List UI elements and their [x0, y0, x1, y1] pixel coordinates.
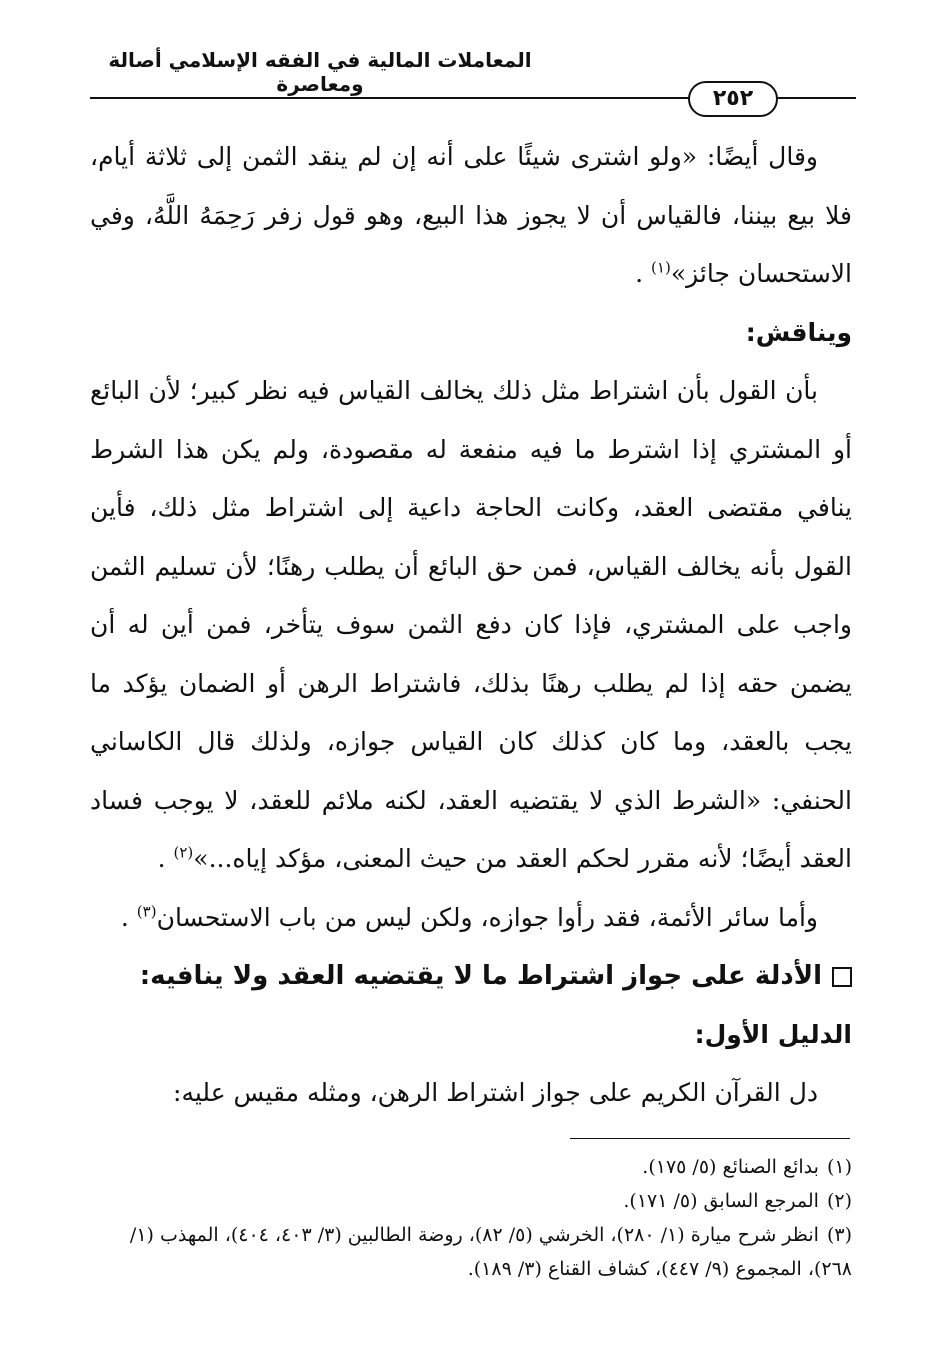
footnote-text: بدائع الصنائع (٥/ ١٧٥).	[642, 1156, 819, 1178]
paragraph-end: .	[157, 844, 166, 873]
paragraph-first-evidence: دل القرآن الكريم على جواز اشتراط الرهن، ومثله مقيس عليه:	[173, 1078, 818, 1107]
footnote-ref-1: (١)	[651, 258, 671, 277]
footnote-item	[90, 1184, 852, 1218]
page-number: ٢٥٢	[688, 81, 778, 117]
running-title: المعاملات المالية في الفقه الإسلامي أصالة ومعاصرة	[108, 48, 532, 96]
footnote-number: (٣)	[826, 1224, 852, 1246]
footnote-separator	[570, 1138, 850, 1139]
footnote-number: (١)	[826, 1156, 852, 1178]
footnote-text: انظر شرح ميارة (١/ ٢٨٠)، الخرشي (٥/ ٨٢)، روضة الطالبين (٣/ ٤٠٣، ٤٠٤)، المهذب (١/ ٢٦٨)، المجموع (٩/ ٤٤٧)، كشاف القناع (٣/ ١٨٩).	[129, 1224, 852, 1280]
footnote-ref-2: (٢)	[173, 843, 194, 862]
checkbox-square-icon	[832, 967, 852, 987]
footnote-number: (٢)	[826, 1190, 852, 1212]
footnote-text: المرجع السابق (٥/ ١٧١).	[623, 1190, 819, 1212]
footnotes	[90, 1150, 852, 1286]
paragraph-discussion	[90, 362, 852, 889]
footnote-ref-3: (٣)	[136, 902, 157, 921]
footnote-item	[90, 1218, 852, 1286]
section-heading-text: الأدلة على جواز اشتراط ما لا يقتضيه العقد ولا ينافيه:	[139, 961, 822, 991]
paragraph-text: وأما سائر الأئمة، فقد رأوا جوازه، ولكن ليس من باب الاستحسان	[156, 902, 818, 932]
paragraph-quote-kasani-1	[90, 128, 852, 304]
main-text	[90, 128, 852, 1123]
paragraph-end: .	[120, 902, 129, 932]
footnote-item	[90, 1150, 852, 1184]
paragraph-other-imams	[90, 889, 852, 948]
paragraph-text: وقال أيضًا: «ولو اشترى شيئًا على أنه إن لم ينقد الثمن إلى ثلاثة أيام، فلا بيع بيننا، فالقياس أن لا يجوز هذا البيع، وهو قول زفر رَحِمَهُ اللَّهُ، وفي الاستحسان جائز»	[90, 142, 852, 288]
discussion-heading: ويناقش:	[745, 317, 852, 347]
section-heading	[90, 947, 852, 1006]
paragraph-text: بأن القول بأن اشتراط مثل ذلك يخالف القياس فيه نظر كبير؛ لأن البائع أو المشتري إذا اشترط ما فيه منفعة له مقصودة، ولم يكن هذا الشرط ينافي مقتضى العقد، وكانت الحاجة داعية إلى اشتراط مثل ذلك، فأين القول بأنه يخالف القياس، فمن حق البائع أن يطلب رهنًا؛ لأن تسليم الثمن واجب على المشتري، فإذا كان دفع الثمن سوف يتأخر، فمن أين له أن يضمن حقه إذا لم يطلب رهنًا بذلك، فاشتراط الرهن أو الضمان يؤكد ما يجب بالعقد، وما كان كذلك كان القياس جوازه، ولذلك قال الكاساني الحنفي: «الشرط الذي لا يقتضيه العقد، لكنه ملائم للعقد، لا يوجب فساد العقد أيضًا؛ لأنه مقرر لحكم العقد من حيث المعنى، مؤكد إياه...»	[90, 376, 852, 873]
first-evidence-heading: الدليل الأول:	[694, 1019, 852, 1049]
paragraph-end: .	[635, 259, 644, 288]
